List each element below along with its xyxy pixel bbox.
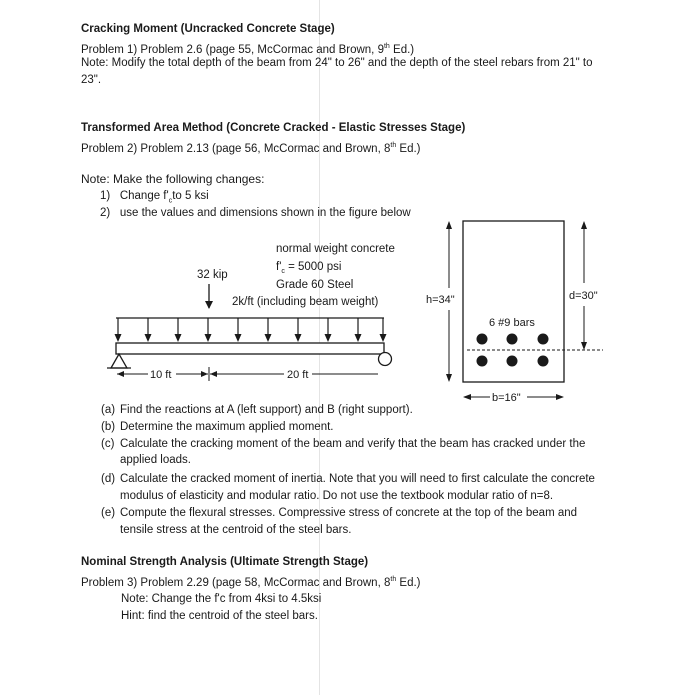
pin-support-a <box>111 354 127 368</box>
section1-note-line1: Note: Modify the total depth of the beam from 24" to 26" and the depth of the steel rebars from 21" to <box>81 57 593 69</box>
rebar <box>477 356 488 367</box>
distributed-load <box>115 318 387 342</box>
task-c-line2: applied loads. <box>120 454 191 466</box>
d-dim-arrowhead-bottom <box>581 342 587 350</box>
load-arrowhead <box>295 334 302 342</box>
rebar <box>538 334 549 345</box>
change-item-2: 2) use the values and dimensions shown in the figure below <box>100 207 411 219</box>
steel-grade-label: Grade 60 Steel <box>276 279 354 291</box>
task-e-line2: tensile stress at the centroid of the steel bars. <box>120 524 352 536</box>
task-d: (d) Calculate the cracked moment of inertia. Note that you will need to first calculate the concrete <box>101 473 595 485</box>
load-arrowhead <box>380 334 387 342</box>
beam <box>116 343 384 354</box>
load-arrows <box>115 318 387 342</box>
h-dim-arrowhead-bottom <box>446 374 452 382</box>
change-item-1: 1) Change $f'_cto$ 5 ksi <box>100 190 209 205</box>
load-arrowhead <box>175 334 182 342</box>
load-arrowhead <box>145 334 152 342</box>
rebar <box>538 356 549 367</box>
rebar <box>507 356 518 367</box>
section2-note-title: Note: Make the following changes: <box>81 172 265 186</box>
section3-hint: Hint: find the centroid of the steel bars. <box>121 610 318 622</box>
b-dim-arrowhead-left <box>463 394 471 400</box>
bars-label: 6 #9 bars <box>489 317 535 329</box>
task-e: (e) Compute the flexural stresses. Compressive stress of concrete at the top of the beam and <box>101 507 578 519</box>
load-arrowhead <box>205 334 212 342</box>
section2-problem: Problem 2) Problem 2.13 (page 56, McCormac and Brown, 8th Ed.) <box>81 142 421 155</box>
distributed-load-label: 2k/ft (including beam weight) <box>232 296 379 308</box>
fc-label: $f'_c = 5000$ psi <box>276 261 342 275</box>
rebar <box>477 334 488 345</box>
concrete-type-label: normal weight concrete <box>276 243 395 255</box>
section2-heading: Transformed Area Method (Concrete Cracked - Elastic Stresses Stage) <box>81 122 466 134</box>
section1-heading: Cracking Moment (Uncracked Concrete Stage) <box>81 23 335 35</box>
span-left-end-arrowhead <box>201 371 208 377</box>
point-load-label: 32 kip <box>197 269 228 281</box>
span-left-arrowhead <box>117 371 124 377</box>
section1-problem: Problem 1) Problem 2.6 (page 55, McCormac and Brown, 9th Ed.) <box>81 43 415 56</box>
roller-support-b <box>379 353 392 366</box>
section3-heading: Nominal Strength Analysis (Ultimate Strength Stage) <box>81 556 369 568</box>
section3-note: Note: Change the f'c from 4ksi to 4.5ksi <box>121 593 322 605</box>
width-label: b=16" <box>492 392 521 404</box>
b-dim-arrowhead-right <box>556 394 564 400</box>
height-label: h=34" <box>426 294 455 306</box>
load-arrowhead <box>235 334 242 342</box>
task-a: (a) Find the reactions at A (left support) and B (right support). <box>101 404 413 416</box>
task-c: (c) Calculate the cracking moment of the beam and verify that the beam has cracked under the <box>101 438 586 450</box>
span-right-label: 20 ft <box>287 369 309 381</box>
task-b: (b) Determine the maximum applied moment. <box>101 421 334 433</box>
load-arrowhead <box>355 334 362 342</box>
task-d-line2: modulus of elasticity and modular ratio. Do not use the textbook modular ratio of n=8. <box>120 490 554 502</box>
load-arrowhead <box>115 334 122 342</box>
h-dim-arrowhead-top <box>446 221 452 229</box>
load-arrowhead <box>265 334 272 342</box>
span-left-label: 10 ft <box>150 369 172 381</box>
depth-label: d=30" <box>569 290 598 302</box>
load-arrowhead <box>325 334 332 342</box>
section3-problem: Problem 3) Problem 2.29 (page 58, McCormac and Brown, 8th Ed.) <box>81 576 421 589</box>
d-dim-arrowhead-top <box>581 221 587 229</box>
rebar <box>507 334 518 345</box>
section1-note-line2: 23". <box>81 74 102 86</box>
